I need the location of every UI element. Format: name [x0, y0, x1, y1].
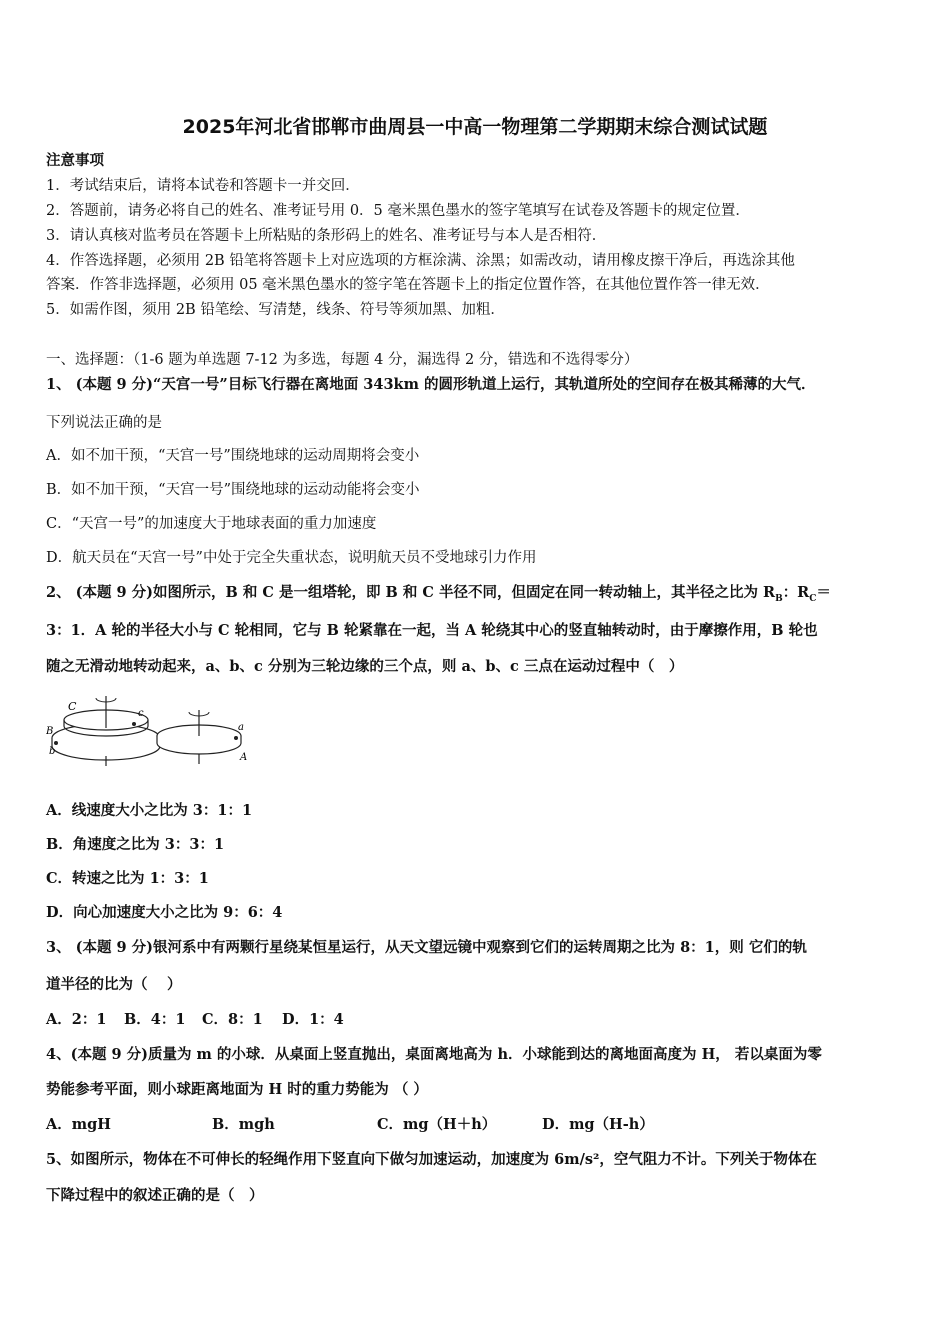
q3-option: C．8：1 [202, 1011, 263, 1028]
q2-ratio-mid: ：R [782, 584, 810, 601]
q4-options [46, 1115, 654, 1135]
q4-option: B．mgh [212, 1116, 275, 1133]
label-c: c [138, 708, 144, 719]
label-b: b [49, 746, 56, 757]
q1-stem: 1、 (本题 9 分)“天宫一号”目标飞行器在离地面 343km 的圆形轨道上运行，其轨道所处的空间存在极其稀薄的大气． [46, 376, 816, 393]
page-title: 2025年河北省邯郸市曲周县一中高一物理第二学期期末综合测试试题 [182, 116, 768, 138]
q4-option: D．mg（H-h） [542, 1116, 654, 1133]
q4-stem: 势能参考平面，则小球距离地面为 H 时的重力势能为 （ ） [46, 1081, 428, 1098]
q2-sub-b: B [775, 593, 783, 604]
q2-option: D．向心加速度大小之比为 9：6：4 [46, 904, 283, 921]
q2-stem: 随之无滑动地转动起来，a、b、c 分别为三轮边缘的三个点，则 a、b、c 三点在运动过程中（ ） [46, 658, 684, 675]
label-C: C [68, 700, 77, 713]
q1-option: A．如不加干预，“天宫一号”围绕地球的运动周期将会变小 [46, 448, 420, 464]
notice-item: 3．请认真核对监考员在答题卡上所粘贴的条形码上的姓名、准考证号与本人是否相符． [46, 228, 607, 244]
notice-item: 答案．作答非选择题，必须用 05 毫米黑色墨水的签字笔在答题卡上的指定位置作答，在其他位置作答一律无效． [46, 277, 770, 293]
q2-stem: 3：1．A 轮的半径大小与 C 轮相同，它与 B 轮紧靠在一起，当 A 轮绕其中心的竖直轴转动时，由于摩擦作用，B 轮也 [46, 622, 818, 639]
q5-stem: 下降过程中的叙述正确的是（ ） [46, 1187, 264, 1204]
q1-stem: 下列说法正确的是 [46, 415, 162, 431]
wheel-a-rim [157, 736, 241, 754]
section-heading: 一、选择题：（1-6 题为单选题 7-12 为多选，每题 4 分，漏选得 2 分，错选和不选得零分） [46, 352, 639, 368]
q3-stem: 3、 (本题 9 分)银河系中有两颗行星绕某恒星运行，从天文望远镜中观察到它们的运转周期之比为 8：1，则 它们的轨 [46, 939, 807, 956]
notice-item: 2．答题前，请务必将自己的姓名、准考证号用 0．5 毫米黑色墨水的签字笔填写在试卷及答题卡的规定位置． [46, 203, 750, 219]
label-B: B [46, 726, 54, 737]
point-b [54, 741, 58, 745]
q3-option: D．1：4 [282, 1011, 344, 1028]
q2-sub-c: C [809, 593, 817, 604]
notice-heading: 注意事项 [46, 152, 104, 169]
q3-options [46, 1010, 344, 1030]
tower-wheel-figure [46, 688, 256, 770]
q2-stem-tail: ＝ [816, 584, 831, 601]
q1-option: D．航天员在“天宫一号”中处于完全失重状态，说明航天员不受地球引力作用 [46, 550, 537, 566]
q3-stem: 道半径的比为（ ） [46, 976, 182, 993]
q2-option: C．转速之比为 1：3：1 [46, 870, 209, 887]
q2-stem [46, 583, 831, 609]
q4-option: C．mg（H＋h） [377, 1116, 497, 1133]
label-A: A [240, 752, 248, 763]
point-c [132, 722, 136, 726]
q1-option: B．如不加干预，“天宫一号”围绕地球的运动动能将会变小 [46, 482, 420, 498]
q4-option: A．mgH [46, 1116, 111, 1133]
label-a: a [238, 722, 244, 733]
q3-option: A．2：1 [46, 1011, 107, 1028]
q2-stem-text: 2、 (本题 9 分)如图所示，B 和 C 是一组塔轮，即 B 和 C 半径不同，但固定在同一转动轴上，其半径之比为 R [46, 584, 776, 601]
q2-option: B．角速度之比为 3：3：1 [46, 836, 225, 853]
q4-stem: 4、(本题 9 分)质量为 m 的小球．从桌面上竖直抛出，桌面离地高为 h．小球能到达的离地面高度为 H， 若以桌面为零 [46, 1046, 822, 1063]
q3-option: B．4：1 [124, 1011, 186, 1028]
q1-option: C．“天宫一号”的加速度大于地球表面的重力加速度 [46, 516, 377, 532]
point-a [234, 736, 238, 740]
notice-item: 1．考试结束后，请将本试卷和答题卡一并交回． [46, 178, 360, 194]
notice-item: 5．如需作图，须用 2B 铅笔绘、写清楚，线条、符号等须加黑、加粗． [46, 302, 505, 318]
q2-option: A．线速度大小之比为 3：1：1 [46, 802, 253, 819]
q5-stem: 5、如图所示，物体在不可伸长的轻绳作用下竖直向下做匀加速运动，加速度为 6m/s²，空气阻力不计。下列关于物体在 [46, 1151, 817, 1168]
notice-item: 4．作答选择题，必须用 2B 铅笔将答题卡上对应选项的方框涂满、涂黑；如需改动，请用橡皮擦干净后，再选涂其他 [46, 253, 795, 269]
